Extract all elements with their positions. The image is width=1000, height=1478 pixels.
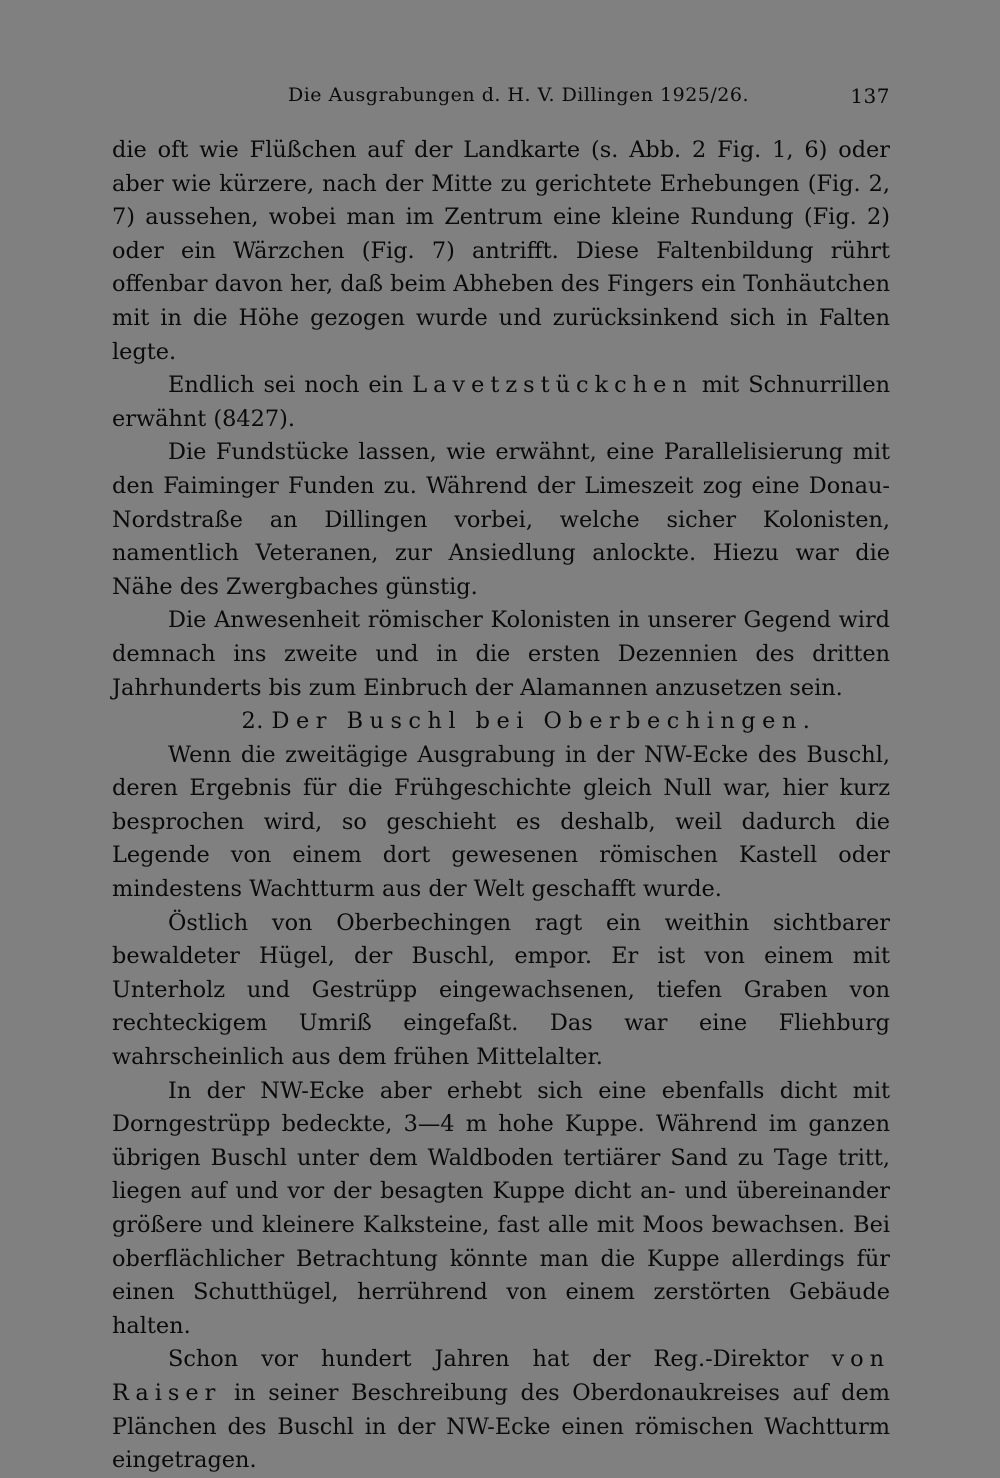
paragraph-text: In der NW-Ecke aber erhebt sich eine ebenfalls dicht mit Dorngestrüpp bedeckte, 3—4 m hohe Kuppe. Während im ganzen übrigen Buschl unter dem Waldboden tertiärer Sand zu Tage tritt, liegen auf und vor der besagten Kuppe dicht an- und übereinander größere und kleinere Kalksteine, fast alle mit Moos bewachsen. Bei oberflächlicher Betrachtung könnte man die Kuppe allerdings für einen Schutthügel, herrührend von einem zerstörten Gebäude halten. [112,1077,890,1339]
body-text [112,134,890,1478]
paragraph [112,134,890,369]
paragraph-text: Endlich sei noch ein [168,372,413,399]
paragraph [112,369,890,436]
section-number: 2. [241,708,264,735]
paragraph-text: in seiner Beschreibung des Oberdonaukreises auf dem Plänchen des Buschl in der NW-Ecke einen römischen Wachtturm eingetragen. [112,1379,890,1474]
book-page [112,78,890,1478]
paragraph-text: Wenn die zweitägige Ausgrabung in der NW-Ecke des Buschl, deren Ergebnis für die Frühgeschichte gleich Null war, hier kurz besprochen wird, so geschieht es deshalb, weil dadurch die Legende von einem dort gewesenen römischen Kastell oder mindestens Wachtturm aus der Welt geschafft wurde. [112,741,890,903]
page-number: 137 [850,84,890,108]
section-heading [112,705,890,739]
running-head [112,78,890,118]
running-head-title: Die Ausgrabungen d. H. V. Dillingen 1925/26. [288,84,749,106]
paragraph [112,1075,890,1344]
paragraph-text: mit Schnurrillen erwähnt (8427). [112,372,890,432]
emphasized-term: Lavetzstückchen [412,372,693,399]
paragraph-text: Schon vor hundert Jahren hat der Reg.-Direktor [168,1346,832,1373]
paragraph [112,436,890,604]
paragraph-text: Die Fundstücke lassen, wie erwähnt, eine Parallelisierung mit den Faiminger Funden zu. Während der Limeszeit zog eine Donau-Nordstraße an Dillingen vorbei, welche sicher Kolonisten, namentlich Veteranen, zur Ansiedlung anlockte. Hiezu war die Nähe des Zwergbaches günstig. [112,439,890,600]
paragraph [112,604,890,705]
paragraph-text: die oft wie Flüßchen auf der Landkarte (s. Abb. 2 Fig. 1, 6) oder aber wie kürzere, nach der Mitte zu gerichtete Erhebungen (Fig. 2, 7) aussehen, wobei man im Zentrum eine kleine Rundung (Fig. 2) oder ein Wärzchen (Fig. 7) antrifft. Diese Faltenbildung rührt offenbar davon her, daß beim Abheben des Fingers ein Tonhäutchen mit in die Höhe gezogen wurde und zurücksinkend sich in Falten legte. [112,137,890,365]
paragraph [112,1343,890,1477]
paragraph-text: Östlich von Oberbechingen ragt ein weithin sichtbarer bewaldeter Hügel, der Buschl, empor. Er ist von einem mit Unterholz und Gestrüpp eingewachsenen, tiefen Graben von rechteckigem Umriß eingefaßt. Das war eine Fliehburg wahrscheinlich aus dem frühen Mittelalter. [112,909,890,1071]
section-title: Der Buschl bei Oberbechingen. [271,708,817,735]
paragraph [112,739,890,907]
paragraph-text: Die Anwesenheit römischer Kolonisten in unserer Gegend wird demnach ins zweite und in die ersten Dezennien des dritten Jahrhunderts bis zum Einbruch der Alamannen anzusetzen sein. [112,607,890,701]
paragraph [112,907,890,1075]
emphasized-name: von Raiser [112,1346,890,1406]
